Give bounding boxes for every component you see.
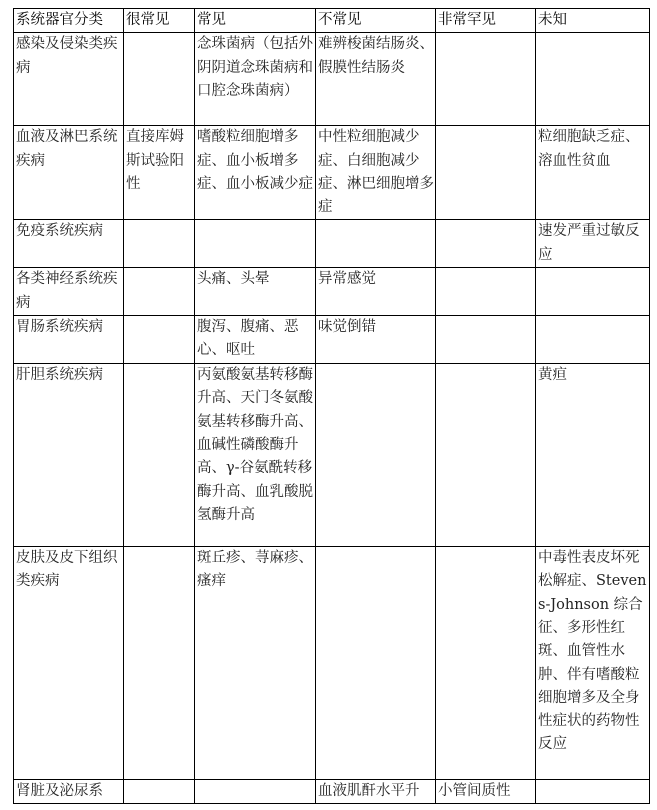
cell-very-common bbox=[124, 268, 195, 316]
cell-soc: 皮肤及皮下组织类疾病 bbox=[14, 547, 124, 780]
cell-very-rare bbox=[436, 316, 536, 364]
table-row bbox=[14, 364, 650, 547]
cell-unknown: 黄疸 bbox=[536, 364, 650, 547]
table-row bbox=[14, 126, 650, 220]
cell-unknown bbox=[536, 316, 650, 364]
cell-soc: 肾脏及泌尿系 bbox=[14, 780, 124, 804]
table-row bbox=[14, 547, 650, 780]
cell-unknown bbox=[536, 33, 650, 126]
cell-soc: 各类神经系统疾病 bbox=[14, 268, 124, 316]
cell-very-rare bbox=[436, 33, 536, 126]
adverse-reactions-table bbox=[13, 8, 650, 804]
cell-soc: 感染及侵染类疾病 bbox=[14, 33, 124, 126]
cell-uncommon: 味觉倒错 bbox=[316, 316, 436, 364]
header-very-common: 很常见 bbox=[124, 9, 195, 33]
cell-common: 念珠菌病（包括外阴阴道念珠菌病和口腔念珠菌病） bbox=[195, 33, 316, 126]
cell-common: 丙氨酸氨基转移酶升高、天门冬氨酸氨基转移酶升高、血碱性磷酸酶升高、γ-谷氨酰转移酶升高、血乳酸脱氢酶升高 bbox=[195, 364, 316, 547]
cell-soc: 胃肠系统疾病 bbox=[14, 316, 124, 364]
table-row bbox=[14, 220, 650, 268]
table-row bbox=[14, 268, 650, 316]
cell-uncommon: 中性粒细胞减少症、白细胞减少症、淋巴细胞增多症 bbox=[316, 126, 436, 220]
cell-uncommon bbox=[316, 364, 436, 547]
cell-unknown: 粒细胞缺乏症、溶血性贫血 bbox=[536, 126, 650, 220]
cell-very-common bbox=[124, 364, 195, 547]
cell-common: 斑丘疹、荨麻疹、瘙痒 bbox=[195, 547, 316, 780]
cell-uncommon: 血液肌酐水平升 bbox=[316, 780, 436, 804]
header-uncommon: 不常见 bbox=[316, 9, 436, 33]
cell-very-common bbox=[124, 316, 195, 364]
cell-common: 头痛、头晕 bbox=[195, 268, 316, 316]
cell-very-common bbox=[124, 220, 195, 268]
header-common: 常见 bbox=[195, 9, 316, 33]
cell-uncommon bbox=[316, 220, 436, 268]
cell-common: 嗜酸粒细胞增多症、血小板增多症、血小板减少症 bbox=[195, 126, 316, 220]
cell-uncommon bbox=[316, 547, 436, 780]
cell-very-rare bbox=[436, 268, 536, 316]
cell-uncommon: 异常感觉 bbox=[316, 268, 436, 316]
cell-very-rare bbox=[436, 220, 536, 268]
cell-common: 腹泻、腹痛、恶心、呕吐 bbox=[195, 316, 316, 364]
header-row bbox=[14, 9, 650, 33]
cell-unknown: 中毒性表皮坏死松解症、Stevens-Johnson 综合征、多形性红斑、血管性水肿、伴有嗜酸粒细胞增多及全身性症状的药物性反应 bbox=[536, 547, 650, 780]
cell-very-common bbox=[124, 780, 195, 804]
cell-very-rare: 小管间质性 bbox=[436, 780, 536, 804]
table-row bbox=[14, 316, 650, 364]
cell-common bbox=[195, 220, 316, 268]
cell-unknown bbox=[536, 268, 650, 316]
table-row bbox=[14, 33, 650, 126]
cell-very-rare bbox=[436, 547, 536, 780]
header-unknown: 未知 bbox=[536, 9, 650, 33]
cell-unknown bbox=[536, 780, 650, 804]
cell-very-common: 直接库姆斯试验阳性 bbox=[124, 126, 195, 220]
header-soc: 系统器官分类 bbox=[14, 9, 124, 33]
cell-very-rare bbox=[436, 126, 536, 220]
cell-uncommon: 难辨梭菌结肠炎、假膜性结肠炎 bbox=[316, 33, 436, 126]
cell-soc: 肝胆系统疾病 bbox=[14, 364, 124, 547]
cell-soc: 免疫系统疾病 bbox=[14, 220, 124, 268]
header-very-rare: 非常罕见 bbox=[436, 9, 536, 33]
table-row bbox=[14, 780, 650, 804]
cell-soc: 血液及淋巴系统疾病 bbox=[14, 126, 124, 220]
cell-common bbox=[195, 780, 316, 804]
cell-very-common bbox=[124, 547, 195, 780]
cell-unknown: 速发严重过敏反应 bbox=[536, 220, 650, 268]
cell-very-rare bbox=[436, 364, 536, 547]
cell-very-common bbox=[124, 33, 195, 126]
